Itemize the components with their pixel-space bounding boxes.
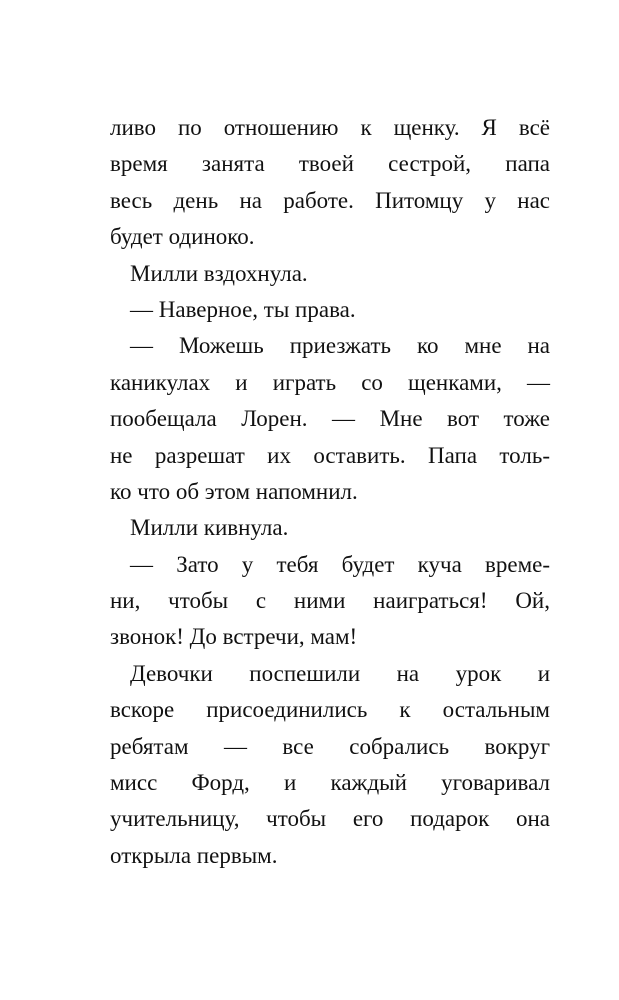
text-line: открыла первым.	[110, 842, 278, 868]
text-line: не разрешат их оставить. Папа толь-	[110, 442, 550, 468]
text-line: — Наверное, ты права.	[130, 296, 356, 322]
text-line: время занята твоей сестрой, папа	[110, 151, 550, 177]
text-line: мисс Форд, и каждый уговаривал	[110, 770, 550, 796]
text-line: — Можешь приезжать ко мне на	[130, 333, 550, 359]
text-line: пообещала Лорен. — Мне вот тоже	[110, 406, 550, 432]
body-text	[110, 110, 550, 874]
text-line: ливо по отношению к щенку. Я всё	[110, 115, 550, 140]
text-line: весь день на работе. Питомцу у нас	[110, 187, 550, 213]
text-line: Милли кивнула.	[130, 515, 289, 541]
text-line: Милли вздохнула.	[130, 260, 308, 286]
text-line: Девочки поспешили на урок и	[130, 660, 550, 686]
text-line: ко что об этом напомнил.	[110, 478, 358, 504]
text-line: ребятам — все собрались вокруг	[110, 733, 550, 759]
text-line: вскоре присоединились к остальным	[110, 697, 550, 723]
text-line: учительницу, чтобы его подарок она	[110, 806, 550, 832]
text-line: звонок! До встречи, мам!	[110, 624, 358, 650]
text-line: каникулах и играть со щенками, —	[110, 369, 550, 395]
text-line: ни, чтобы с ними наиграться! Ой,	[110, 588, 550, 614]
text-line: будет одиноко.	[110, 224, 255, 250]
text-line: — Зато у тебя будет куча време-	[130, 551, 550, 577]
